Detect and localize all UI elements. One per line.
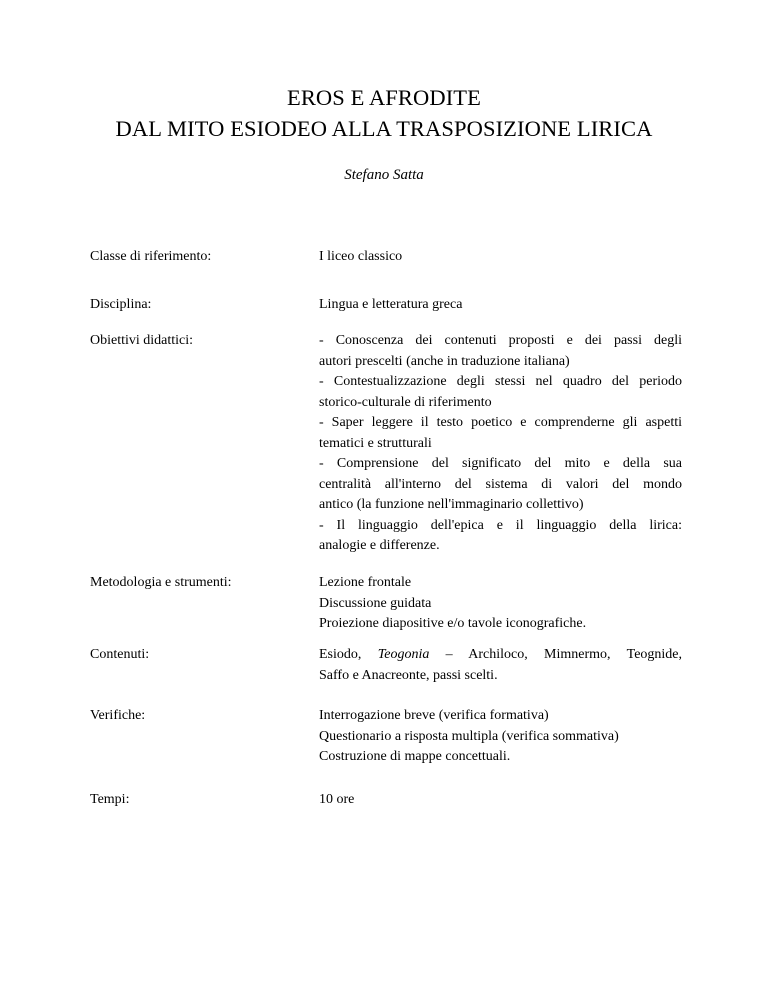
- row-value-obiettivi: [319, 331, 682, 557]
- verifiche-line: Questionario a risposta multipla (verifica sommativa): [319, 728, 619, 744]
- row-metodologia: [90, 573, 682, 645]
- obiettivi-line: autori prescelti (anche in traduzione italiana): [319, 353, 570, 369]
- row-value-contenuti: [319, 645, 682, 686]
- row-obiettivi: [90, 331, 682, 573]
- obiettivi-line: antico (la funzione nell'immaginario collettivo): [319, 497, 584, 512]
- row-value-tempi: [319, 790, 682, 811]
- row-label-tempi: Tempi:: [90, 792, 130, 807]
- contenuti-line-2: Saffo e Anacreonte, passi scelti.: [319, 667, 498, 683]
- row-value-verifiche: [319, 706, 682, 768]
- verifiche-line: Costruzione di mappe concettuali.: [319, 749, 511, 764]
- row-value-classe: [319, 247, 682, 268]
- row-label-verifiche: Verifiche:: [90, 708, 146, 723]
- contenuti-prefix: Esiodo,: [319, 647, 378, 662]
- verifiche-line: Interrogazione breve (verifica formativa): [319, 708, 549, 723]
- obiettivi-line: - Comprensione del significato del mito e della sua: [319, 456, 682, 471]
- disciplina-value: Lingua e letteratura greca: [319, 297, 463, 312]
- obiettivi-line: analogie e differenze.: [319, 538, 440, 553]
- classe-value: I liceo classico: [319, 249, 403, 264]
- obiettivi-line: - Il linguaggio dell'epica e il linguaggio della lirica:: [319, 517, 682, 533]
- row-label-obiettivi: Obiettivi didattici:: [90, 333, 194, 348]
- row-value-metodologia: [319, 573, 682, 635]
- title-line-1: EROS E AFRODITE: [286, 85, 481, 110]
- obiettivi-line: storico-culturale di riferimento: [319, 394, 492, 410]
- row-label-classe: Classe di riferimento:: [90, 249, 212, 264]
- obiettivi-line: - Saper leggere il testo poetico e comprenderne gli aspetti: [319, 415, 682, 430]
- obiettivi-line: - Conoscenza dei contenuti proposti e dei passi degli: [319, 333, 682, 348]
- obiettivi-line: tematici e strutturali: [319, 435, 432, 451]
- obiettivi-line: - Contestualizzazione degli stessi nel quadro del periodo: [319, 374, 682, 389]
- author-name: Stefano Satta: [344, 167, 424, 183]
- row-label-disciplina: Disciplina:: [90, 297, 152, 312]
- row-tempi: [90, 790, 682, 814]
- row-label-contenuti: Contenuti:: [90, 647, 150, 662]
- metodologia-line: Discussione guidata: [319, 595, 432, 611]
- metodologia-line: Proiezione diapositive e/o tavole iconografiche.: [319, 616, 587, 631]
- row-value-disciplina: [319, 295, 682, 316]
- row-verifiche: [90, 706, 682, 790]
- tempi-value: 10 ore: [319, 792, 355, 807]
- row-classe: [90, 247, 682, 295]
- metodologia-line: Lezione frontale: [319, 575, 412, 590]
- row-contenuti: [90, 645, 682, 706]
- title-line-2: DAL MITO ESIODEO ALLA TRASPOSIZIONE LIRICA: [115, 116, 653, 141]
- contenuti-italic-title: Teogonia: [377, 647, 430, 662]
- contenuti-suffix: – Archiloco, Mimnermo, Teognide,: [429, 647, 683, 662]
- row-disciplina: [90, 295, 682, 331]
- row-label-metodologia: Metodologia e strumenti:: [90, 575, 232, 590]
- contenuti-line-1: [319, 645, 682, 666]
- obiettivi-line: centralità all'interno del sistema di valori del mondo: [319, 476, 682, 492]
- info-table: [90, 247, 682, 814]
